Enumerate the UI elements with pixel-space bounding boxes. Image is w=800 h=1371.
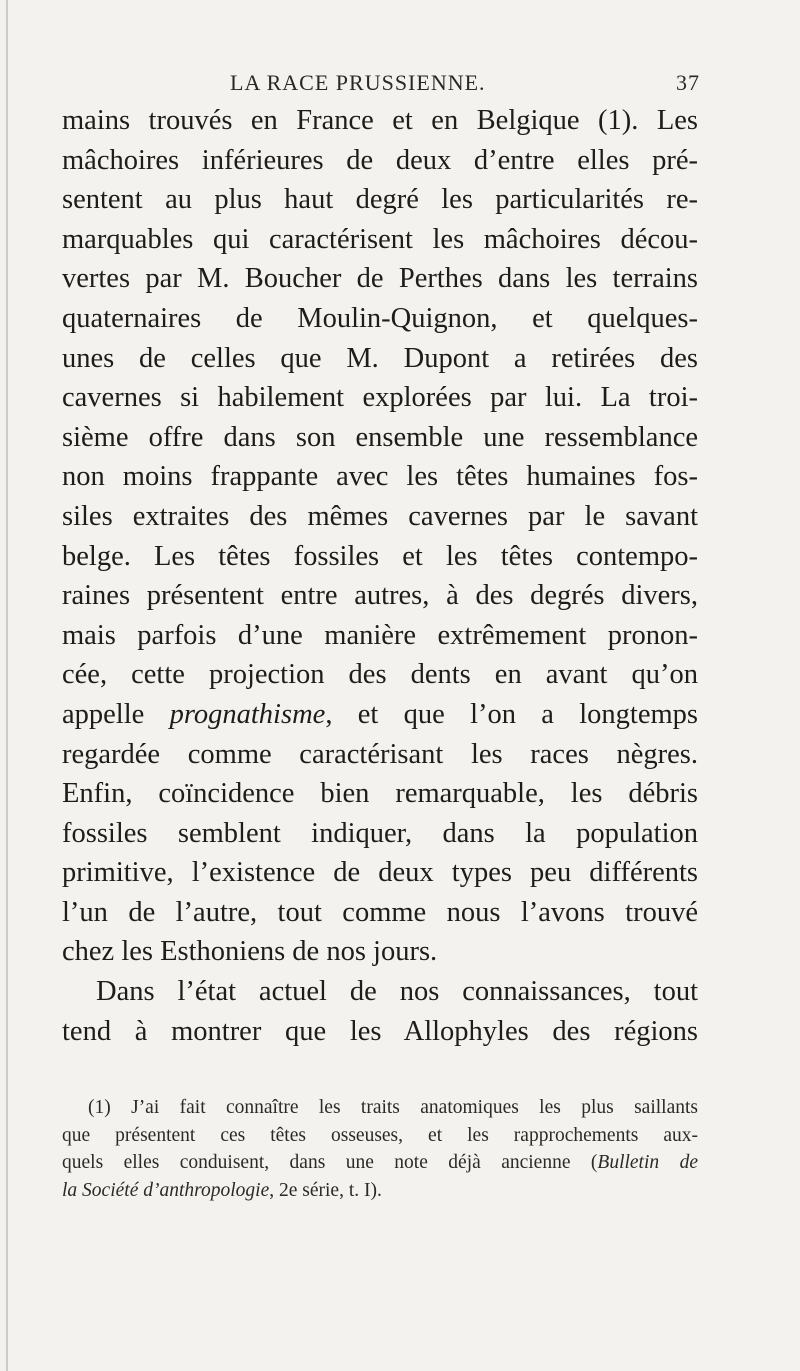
footnote-line [62, 1149, 698, 1177]
footnote-citation-title: la Société d’anthropologie [62, 1179, 270, 1201]
text-line: mais parfois d’une manière extrêmement pronon- [62, 619, 698, 651]
text-line: mains trouvés en France et en Belgique (1). Les [62, 105, 698, 136]
running-head-title: LA RACE PRUSSIENNE. [230, 70, 486, 95]
main-text [62, 101, 698, 1051]
text-line: mâchoires inférieures de deux d’entre elles pré- [62, 144, 698, 176]
text-line: l’un de l’autre, tout comme nous l’avons trouvé [62, 896, 698, 928]
text-line: Dans l’état actuel de nos connaissances, tout [96, 976, 698, 1008]
footnote-line: que présentent ces têtes osseuses, et les rapprochements aux- [62, 1124, 698, 1146]
running-head [230, 70, 700, 100]
text-line: cavernes si habilement explorées par lui. La troi- [62, 382, 698, 414]
text-line: Enfin, coïncidence bien remarquable, les débris [62, 778, 698, 810]
text-line-prognathisme [62, 695, 698, 735]
footnote [62, 1094, 698, 1204]
text-segment: , et que l’on a longtemps [325, 698, 698, 730]
emphasized-term: prognathisme [169, 698, 326, 730]
page-gutter-edge [6, 0, 8, 1371]
text-line: sième offre dans son ensemble une ressemblance [62, 421, 698, 453]
text-line: siles extraites des mêmes cavernes par le savant [62, 500, 698, 532]
text-line: belge. Les têtes fossiles et les têtes contempo- [62, 540, 698, 572]
text-line: tend à montrer que les Allophyles des régions [62, 1015, 698, 1047]
text-line: raines présentent entre autres, à des degrés divers, [62, 580, 698, 612]
footnote-line: (1) J’ai fait connaître les traits anatomiques les plus saillants [88, 1097, 698, 1118]
text-line: regardée comme caractérisant les races nègres. [62, 738, 698, 770]
text-line: sentent au plus haut degré les particularités re- [62, 184, 698, 216]
text-line: chez les Esthoniens de nos jours. [62, 936, 438, 968]
text-line: fossiles semblent indiquer, dans la population [62, 817, 698, 849]
footnote-segment: , 2e série, t. I). [269, 1179, 382, 1201]
text-line: primitive, l’existence de deux types peu différents [62, 857, 698, 889]
text-segment: appelle [62, 698, 145, 730]
text-line: unes de celles que M. Dupont a retirées des [62, 342, 698, 374]
page-number: 37 [676, 70, 700, 95]
footnote-citation-title: Bulletin de [597, 1152, 698, 1173]
footnote-line [62, 1177, 698, 1205]
text-line: cée, cette projection des dents en avant qu’on [62, 659, 698, 691]
text-line: quaternaires de Moulin-Quignon, et quelques- [62, 302, 698, 334]
text-line: non moins frappante avec les têtes humaines fos- [62, 461, 698, 493]
text-line: vertes par M. Boucher de Perthes dans les terrains [62, 263, 698, 295]
footnote-segment: quels elles conduisent, dans une note déjà ancienne ( [62, 1152, 598, 1173]
text-line: marquables qui caractérisent les mâchoires décou- [62, 223, 698, 255]
